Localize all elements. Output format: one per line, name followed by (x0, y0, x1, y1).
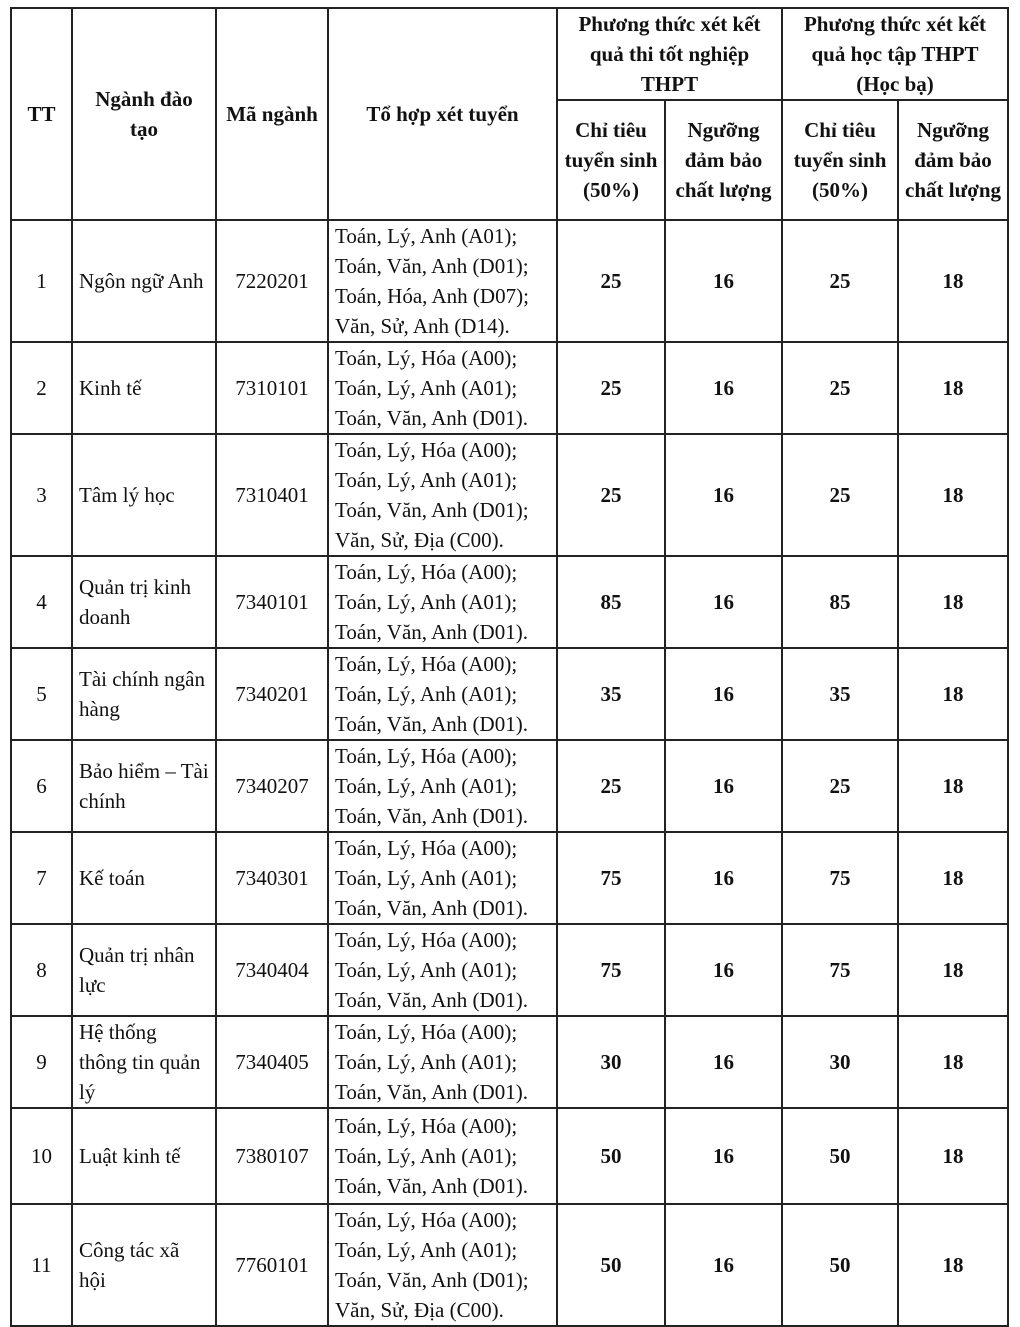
quota-hocba: 25 (782, 434, 898, 556)
subject-combinations (328, 1016, 557, 1108)
quota-thpt: 25 (557, 342, 665, 434)
combination-line: Toán, Lý, Anh (A01); (335, 376, 518, 400)
combination-line: Toán, Văn, Anh (D01). (335, 896, 528, 920)
quota-thpt: 85 (557, 556, 665, 648)
header-quota-thpt: Chỉ tiêu tuyển sinh (50%) (557, 100, 665, 220)
threshold-hocba: 18 (898, 832, 1008, 924)
threshold-hocba: 18 (898, 648, 1008, 740)
table-row (11, 220, 1008, 342)
header-code: Mã ngành (216, 8, 328, 220)
combination-line: Toán, Văn, Anh (D01). (335, 406, 528, 430)
major-name: Ngôn ngữ Anh (72, 220, 216, 342)
row-number: 8 (11, 924, 72, 1016)
subject-combinations (328, 342, 557, 434)
quota-hocba: 35 (782, 648, 898, 740)
quota-thpt: 25 (557, 434, 665, 556)
major-code: 7340201 (216, 648, 328, 740)
threshold-hocba: 18 (898, 220, 1008, 342)
threshold-thpt: 16 (665, 1016, 782, 1108)
combination-line: Toán, Lý, Anh (A01); (335, 468, 518, 492)
table-row (11, 648, 1008, 740)
quota-hocba: 75 (782, 924, 898, 1016)
major-name: Quản trị kinh doanh (72, 556, 216, 648)
combination-line: Văn, Sử, Địa (C00). (335, 1298, 504, 1322)
threshold-thpt: 16 (665, 342, 782, 434)
major-code: 7310101 (216, 342, 328, 434)
major-name: Công tác xã hội (72, 1204, 216, 1326)
threshold-thpt: 16 (665, 220, 782, 342)
major-name: Hệ thống thông tin quản lý (72, 1016, 216, 1108)
quota-thpt: 25 (557, 220, 665, 342)
combination-line: Toán, Lý, Hóa (A00); (335, 652, 518, 676)
subject-combinations (328, 648, 557, 740)
major-name: Tài chính ngân hàng (72, 648, 216, 740)
combination-line: Toán, Lý, Hóa (A00); (335, 1114, 518, 1138)
threshold-thpt: 16 (665, 740, 782, 832)
table-row (11, 1108, 1008, 1204)
header-threshold-thpt: Ngưỡng đảm bảo chất lượng (665, 100, 782, 220)
threshold-hocba: 18 (898, 1204, 1008, 1326)
header-quota-hocba: Chỉ tiêu tuyển sinh (50%) (782, 100, 898, 220)
table-row (11, 740, 1008, 832)
threshold-thpt: 16 (665, 832, 782, 924)
combination-line: Toán, Lý, Anh (A01); (335, 590, 518, 614)
combination-line: Toán, Lý, Hóa (A00); (335, 744, 518, 768)
major-name: Tâm lý học (72, 434, 216, 556)
combination-line: Toán, Văn, Anh (D01). (335, 712, 528, 736)
major-name: Luật kinh tế (72, 1108, 216, 1204)
major-code: 7340404 (216, 924, 328, 1016)
combination-line: Toán, Lý, Hóa (A00); (335, 928, 518, 952)
header-method-hocba: Phương thức xét kết quả học tập THPT (Học bạ) (782, 8, 1008, 100)
threshold-hocba: 18 (898, 1016, 1008, 1108)
subject-combinations (328, 434, 557, 556)
subject-combinations (328, 924, 557, 1016)
row-number: 11 (11, 1204, 72, 1326)
header-tt: TT (11, 8, 72, 220)
table-row (11, 1204, 1008, 1326)
combination-line: Toán, Lý, Anh (A01); (335, 866, 518, 890)
quota-hocba: 50 (782, 1108, 898, 1204)
header-method-thpt: Phương thức xét kết quả thi tốt nghiệp THPT (557, 8, 782, 100)
subject-combinations (328, 556, 557, 648)
row-number: 3 (11, 434, 72, 556)
combination-line: Toán, Lý, Anh (A01); (335, 1144, 518, 1168)
quota-thpt: 30 (557, 1016, 665, 1108)
threshold-thpt: 16 (665, 1108, 782, 1204)
quota-hocba: 25 (782, 220, 898, 342)
combination-line: Toán, Lý, Hóa (A00); (335, 836, 518, 860)
quota-hocba: 25 (782, 342, 898, 434)
row-number: 4 (11, 556, 72, 648)
combination-line: Toán, Lý, Anh (A01); (335, 1238, 518, 1262)
quota-hocba: 75 (782, 832, 898, 924)
table-row (11, 434, 1008, 556)
threshold-hocba: 18 (898, 342, 1008, 434)
combination-line: Toán, Văn, Anh (D01). (335, 1080, 528, 1104)
table-row (11, 924, 1008, 1016)
combination-line: Toán, Lý, Anh (A01); (335, 774, 518, 798)
header-threshold-hocba: Ngưỡng đảm bảo chất lượng (898, 100, 1008, 220)
major-name: Quản trị nhân lực (72, 924, 216, 1016)
major-name: Kinh tế (72, 342, 216, 434)
quota-hocba: 30 (782, 1016, 898, 1108)
combination-line: Toán, Lý, Anh (A01); (335, 682, 518, 706)
quota-thpt: 50 (557, 1204, 665, 1326)
major-code: 7310401 (216, 434, 328, 556)
combination-line: Toán, Văn, Anh (D01). (335, 988, 528, 1012)
combination-line: Toán, Lý, Anh (A01); (335, 224, 518, 248)
major-name: Kế toán (72, 832, 216, 924)
combination-line: Văn, Sử, Địa (C00). (335, 528, 504, 552)
combination-line: Toán, Văn, Anh (D01); (335, 254, 529, 278)
combination-line: Toán, Văn, Anh (D01); (335, 1268, 529, 1292)
threshold-hocba: 18 (898, 740, 1008, 832)
row-number: 6 (11, 740, 72, 832)
combination-line: Văn, Sử, Anh (D14). (335, 314, 510, 338)
combination-line: Toán, Văn, Anh (D01). (335, 804, 528, 828)
subject-combinations (328, 220, 557, 342)
quota-thpt: 50 (557, 1108, 665, 1204)
combination-line: Toán, Lý, Anh (A01); (335, 958, 518, 982)
row-number: 2 (11, 342, 72, 434)
subject-combinations (328, 832, 557, 924)
threshold-thpt: 16 (665, 434, 782, 556)
combination-line: Toán, Lý, Anh (A01); (335, 1050, 518, 1074)
quota-hocba: 85 (782, 556, 898, 648)
threshold-thpt: 16 (665, 648, 782, 740)
header-combination: Tổ hợp xét tuyển (328, 8, 557, 220)
row-number: 1 (11, 220, 72, 342)
quota-hocba: 25 (782, 740, 898, 832)
combination-line: Toán, Lý, Hóa (A00); (335, 560, 518, 584)
combination-line: Toán, Hóa, Anh (D07); (335, 284, 529, 308)
table-header (11, 8, 1008, 220)
table-body (11, 220, 1008, 1326)
major-code: 7340405 (216, 1016, 328, 1108)
threshold-hocba: 18 (898, 1108, 1008, 1204)
major-name: Bảo hiểm – Tài chính (72, 740, 216, 832)
row-number: 7 (11, 832, 72, 924)
major-code: 7760101 (216, 1204, 328, 1326)
admissions-table (10, 7, 1009, 1327)
row-number: 5 (11, 648, 72, 740)
quota-thpt: 75 (557, 924, 665, 1016)
threshold-hocba: 18 (898, 924, 1008, 1016)
combination-line: Toán, Văn, Anh (D01). (335, 620, 528, 644)
subject-combinations (328, 1204, 557, 1326)
table-row (11, 556, 1008, 648)
subject-combinations (328, 740, 557, 832)
threshold-thpt: 16 (665, 556, 782, 648)
major-code: 7340101 (216, 556, 328, 648)
table-row (11, 1016, 1008, 1108)
major-code: 7340207 (216, 740, 328, 832)
combination-line: Toán, Lý, Hóa (A00); (335, 346, 518, 370)
quota-thpt: 35 (557, 648, 665, 740)
combination-line: Toán, Lý, Hóa (A00); (335, 438, 518, 462)
row-number: 9 (11, 1016, 72, 1108)
quota-thpt: 75 (557, 832, 665, 924)
threshold-thpt: 16 (665, 1204, 782, 1326)
major-code: 7220201 (216, 220, 328, 342)
combination-line: Toán, Lý, Hóa (A00); (335, 1020, 518, 1044)
major-code: 7340301 (216, 832, 328, 924)
quota-hocba: 50 (782, 1204, 898, 1326)
subject-combinations (328, 1108, 557, 1204)
threshold-hocba: 18 (898, 556, 1008, 648)
threshold-hocba: 18 (898, 434, 1008, 556)
threshold-thpt: 16 (665, 924, 782, 1016)
combination-line: Toán, Văn, Anh (D01); (335, 498, 529, 522)
header-major: Ngành đào tạo (72, 8, 216, 220)
major-code: 7380107 (216, 1108, 328, 1204)
combination-line: Toán, Lý, Hóa (A00); (335, 1208, 518, 1232)
table-row (11, 342, 1008, 434)
row-number: 10 (11, 1108, 72, 1204)
quota-thpt: 25 (557, 740, 665, 832)
table-row (11, 832, 1008, 924)
combination-line: Toán, Văn, Anh (D01). (335, 1174, 528, 1198)
